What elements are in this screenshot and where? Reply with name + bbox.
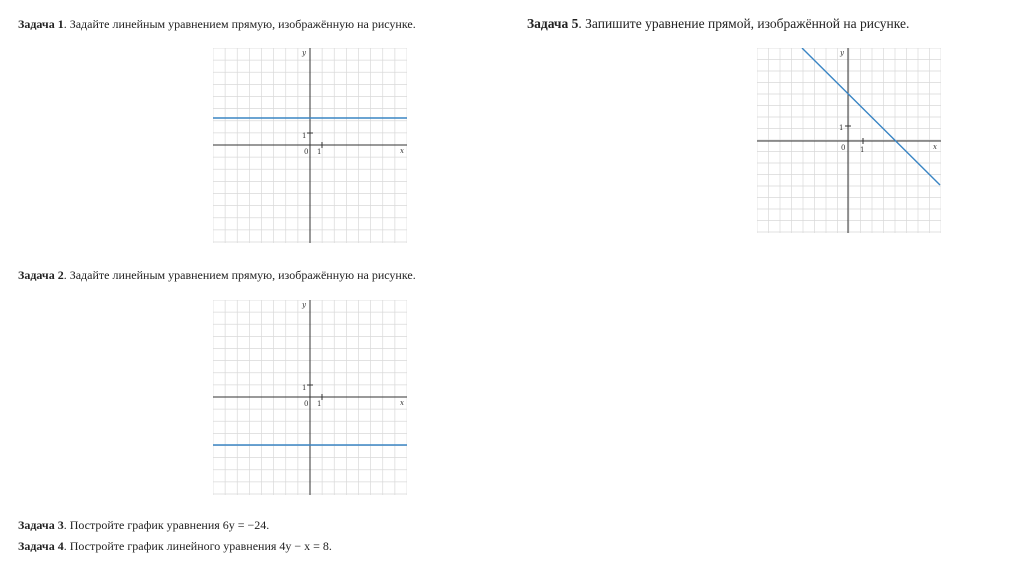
task-2-heading bbox=[18, 268, 416, 282]
task-5-heading bbox=[527, 16, 909, 32]
task-1-text: . Задайте линейным уравнением прямую, изображённую на рисунке. bbox=[63, 17, 416, 31]
y-unit-label-5: 1 bbox=[839, 124, 844, 132]
task-5-text: . Запишите уравнение прямой, изображённой на рисунке. bbox=[578, 16, 910, 31]
x-axis-label-1: x bbox=[400, 147, 404, 155]
coordinate-plane-2 bbox=[213, 300, 407, 495]
task-2-title: Задача 2 bbox=[18, 268, 64, 282]
graph-line-5 bbox=[802, 48, 940, 185]
x-unit-label-2: 1 bbox=[317, 400, 322, 408]
graph-task-5 bbox=[757, 48, 941, 233]
y-axis-label-1: y bbox=[302, 49, 306, 57]
task-1-title: Задача 1 bbox=[18, 17, 64, 31]
y-unit-label-2: 1 bbox=[302, 384, 307, 392]
graph-task-2 bbox=[213, 300, 407, 495]
x-unit-label-5: 1 bbox=[860, 146, 865, 154]
origin-label-2: 0 bbox=[304, 400, 309, 408]
origin-label-1: 0 bbox=[304, 148, 309, 156]
task-4-title: Задача 4 bbox=[18, 539, 64, 553]
task-3-title: Задача 3 bbox=[18, 518, 64, 532]
y-axis-label-5: y bbox=[840, 49, 844, 57]
task-3-heading bbox=[18, 518, 269, 532]
x-axis-label-2: x bbox=[400, 399, 404, 407]
x-axis-label-5: x bbox=[933, 143, 937, 151]
task-5-title: Задача 5 bbox=[527, 16, 579, 31]
y-unit-label-1: 1 bbox=[302, 132, 307, 140]
task-1-heading bbox=[18, 17, 416, 31]
task-3-text: . Постройте график уравнения 6y = −24. bbox=[63, 518, 270, 532]
origin-label-5: 0 bbox=[841, 144, 846, 152]
coordinate-plane-5 bbox=[757, 48, 941, 233]
task-4-text: . Постройте график линейного уравнения 4y − x = 8. bbox=[63, 539, 332, 553]
x-unit-label-1: 1 bbox=[317, 148, 322, 156]
task-4-heading bbox=[18, 539, 332, 553]
graph-task-1 bbox=[213, 48, 407, 243]
task-2-text: . Задайте линейным уравнением прямую, изображённую на рисунке. bbox=[63, 268, 416, 282]
y-axis-label-2: y bbox=[302, 301, 306, 309]
coordinate-plane-1 bbox=[213, 48, 407, 243]
